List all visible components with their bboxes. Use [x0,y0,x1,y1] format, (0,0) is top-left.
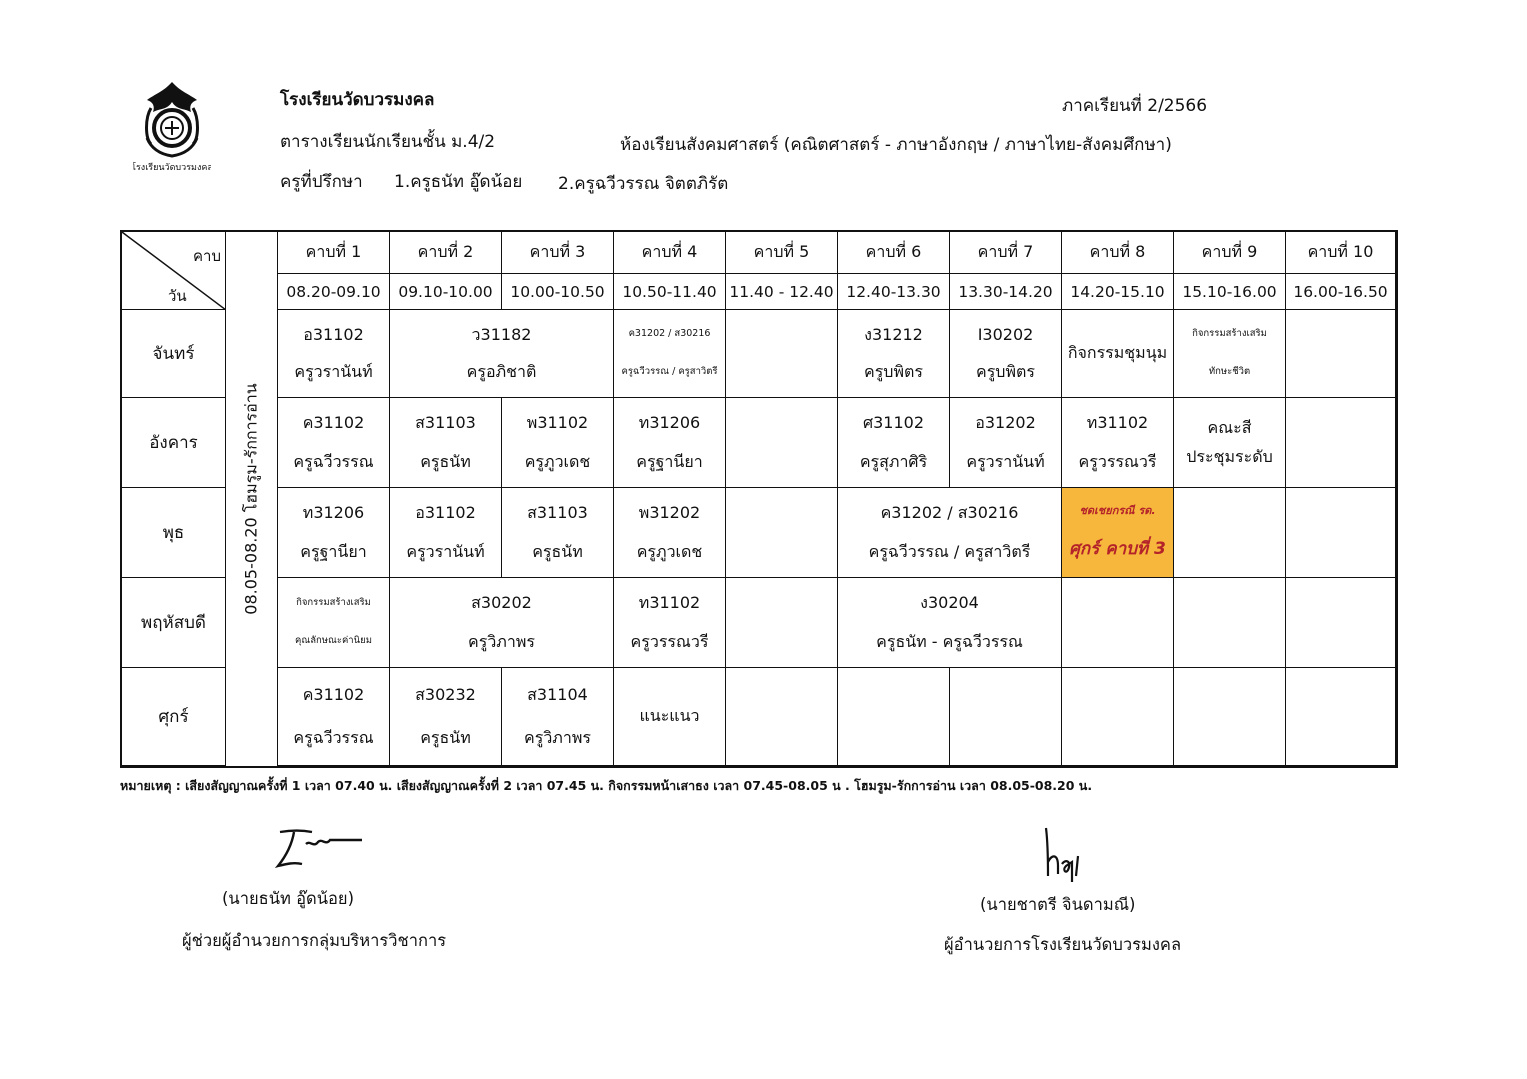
subject-code: ส30202 [471,593,532,613]
teacher-name: ครูภูวเดช [636,541,703,561]
subject-code: พ31102 [526,413,589,433]
time-header: 10.50-11.40 [614,274,726,310]
empty-slot [726,578,838,668]
subject-code: ส31103 [415,413,476,433]
corner-cell [122,232,226,310]
footnote: หมายเหตุ : เสียงสัญญาณครั้งที่ 1 เวลา 07.40 น. เสียงสัญญาณครั้งที่ 2 เวลา 07.45 น. กิจกรรมหน้าเสาธง เวลา 07.45-08.05 น . โฮมรูม-รักการอ่าน เวลา 08.05-08.20 น. [120,778,1093,793]
subject-code: อ31102 [303,324,364,344]
empty-slot [726,488,838,578]
subject-code: ท31206 [302,503,365,523]
class-slot [838,578,1062,668]
period-header: คาบที่ 6 [838,232,950,274]
subject-code: ค31102 [302,685,365,705]
empty-slot [1062,668,1174,766]
activity-name: กิจกรรมชุมนุม [1067,343,1168,363]
empty-slot [1286,488,1396,578]
teacher-name: ครูวรรณวรี [1078,451,1157,471]
time-header: 14.20-15.10 [1062,274,1174,310]
subject-code: ท31206 [638,413,701,433]
teacher-name: ครูวรรณวรี [630,631,709,651]
teacher-name: ครูวรานันท์ [966,451,1045,471]
teacher-name: ครูวรานันท์ [406,541,485,561]
class-slot [278,310,390,398]
empty-slot [1286,578,1396,668]
teacher-name: ครูฉวีวรรณ [293,727,374,747]
class-slot [278,668,390,766]
subject-code: ง30204 [920,593,979,613]
teacher-name: ครูฐานียา [636,451,703,471]
teacher-name: ครูฉวีวรรณ / ครูสาวิตรี [868,541,1031,561]
time-header: 12.40-13.30 [838,274,950,310]
teacher-name: ครูฉวีวรรณ / ครูสาวิตรี [621,365,718,377]
subject-code: ค31202 / ส30216 [628,328,711,340]
period-header: คาบที่ 5 [726,232,838,274]
teacher-name: ครูบพิตร [976,362,1035,382]
homeroom-column [226,232,278,766]
teacher-name: ครูสุภาศิริ [859,451,928,471]
class-slot [614,488,726,578]
time-header: 13.30-14.20 [950,274,1062,310]
advisor-1: 1.ครูธนัท อู๊ดน้อย [394,172,523,192]
subject-code: ค31202 / ส30216 [880,503,1019,523]
subject-code: คณะสี [1207,418,1252,438]
subject-code: ว31182 [471,324,532,344]
class-slot [614,668,726,766]
subject-code: กิจกรรมสร้างเสริม [296,596,371,608]
empty-slot [1286,668,1396,766]
right-signer-name: (นายชาตรี จินดามณี) [980,895,1136,914]
class-slot [1062,488,1174,578]
class-slot [838,398,950,488]
class-slot [1062,398,1174,488]
subject-code: อ31202 [975,413,1036,433]
day-label: พฤหัสบดี [122,578,226,668]
day-label: ศุกร์ [122,668,226,766]
subject-code: ค31102 [302,413,365,433]
class-slot [390,398,502,488]
corner-day-label: วัน [168,287,187,305]
svg-text:โรงเรียนวัดบวรมงคล: โรงเรียนวัดบวรมงคล [133,163,211,173]
subject-code: ส31103 [527,503,588,523]
class-slot [950,398,1062,488]
teacher-name: ทักษะชีวิต [1208,365,1251,377]
class-slot [502,398,614,488]
time-header: 15.10-16.00 [1174,274,1286,310]
teacher-name: ครูฐานียา [300,541,367,561]
subject-code: ท31102 [1086,413,1149,433]
empty-slot [726,668,838,766]
period-header: คาบที่ 7 [950,232,1062,274]
class-slot [390,668,502,766]
empty-slot [726,310,838,398]
teacher-name: ประชุมระดับ [1186,446,1273,466]
period-header: คาบที่ 8 [1062,232,1174,274]
corner-period-label: คาบ [193,247,221,265]
empty-slot [950,668,1062,766]
class-slot [1062,310,1174,398]
teacher-name: ครูวิภาพร [524,727,591,747]
left-signer-title: ผู้ช่วยผู้อำนวยการกลุ่มบริหารวิชาการ [182,931,447,950]
class-slot [502,668,614,766]
day-label: อังคาร [122,398,226,488]
time-header: 09.10-10.00 [390,274,502,310]
period-header: คาบที่ 9 [1174,232,1286,274]
homeroom-label: 08.05-08.20 โฮมรูม-รักการอ่าน [241,383,260,615]
empty-slot [1174,578,1286,668]
left-signature [272,826,368,874]
teacher-name: ครูธนัท [420,451,471,471]
advisor-label: ครูที่ปรึกษา [280,172,363,192]
subject-code: I30202 [977,324,1034,344]
period-header: คาบที่ 1 [278,232,390,274]
subject-code: ส30232 [415,685,476,705]
teacher-name: ครูอภิชาติ [466,362,537,382]
empty-slot [1174,488,1286,578]
subject-code: ง31212 [864,324,923,344]
teacher-name: ครูธนัท - ครูฉวีวรรณ [876,631,1023,651]
time-header: 08.20-09.10 [278,274,390,310]
empty-slot [1062,578,1174,668]
teacher-name: ครูภูวเดช [524,451,591,471]
class-slot [1174,398,1286,488]
subject-code: ท31102 [638,593,701,613]
subject-code: อ31102 [415,503,476,523]
class-slot [614,398,726,488]
day-label: พุธ [122,488,226,578]
class-slot [390,310,614,398]
right-signer-title: ผู้อำนวยการโรงเรียนวัดบวรมงคล [944,935,1182,954]
teacher-name: ครูวรานันท์ [294,362,373,382]
teacher-name: ศุกร์ คาบที่ 3 [1069,539,1166,560]
empty-slot [1174,668,1286,766]
school-logo [133,78,211,174]
teacher-name: ครูธนัท [420,727,471,747]
subject-code: ส31104 [527,685,588,705]
class-label: ตารางเรียนนักเรียนชั้น ม.4/2 [280,132,496,152]
class-slot [278,488,390,578]
class-slot [838,488,1062,578]
subject-code: พ31202 [638,503,701,523]
class-slot [1174,310,1286,398]
class-slot [950,310,1062,398]
class-slot [278,398,390,488]
program-label: ห้องเรียนสังคมศาสตร์ (คณิตศาสตร์ - ภาษาอังกฤษ / ภาษาไทย-สังคมศึกษา) [620,135,1172,155]
period-header: คาบที่ 3 [502,232,614,274]
class-slot [390,578,614,668]
teacher-name: ครูบพิตร [864,362,923,382]
subject-code: กิจกรรมสร้างเสริม [1192,328,1267,340]
empty-slot [1286,398,1396,488]
teacher-name: ครูฉวีวรรณ [293,451,374,471]
class-slot [390,488,502,578]
left-signer-name: (นายธนัท อู๊ดน้อย) [222,889,355,908]
time-header: 16.00-16.50 [1286,274,1396,310]
class-slot [614,578,726,668]
empty-slot [726,398,838,488]
period-header: คาบที่ 10 [1286,232,1396,274]
class-slot [838,310,950,398]
semester-label: ภาคเรียนที่ 2/2566 [1062,96,1208,116]
class-slot [278,578,390,668]
day-label: จันทร์ [122,310,226,398]
time-header: 11.40 - 12.40 [726,274,838,310]
period-header: คาบที่ 2 [390,232,502,274]
teacher-name: ครูธนัท [532,541,583,561]
teacher-name: ครูวิภาพร [468,631,535,651]
subject-code: ศ31102 [862,413,925,433]
class-slot [502,488,614,578]
right-signature [1040,826,1090,886]
time-header: 10.00-10.50 [502,274,614,310]
empty-slot [838,668,950,766]
teacher-name: คุณลักษณะค่านิยม [295,635,372,647]
class-slot [614,310,726,398]
advisor-2: 2.ครูฉวีวรรณ จิตตภิรัต [558,174,729,194]
timetable [120,230,1398,768]
period-header: คาบที่ 4 [614,232,726,274]
empty-slot [1286,310,1396,398]
activity-name: แนะแนว [639,706,700,726]
subject-code: ชดเชยกรณี รด. [1079,504,1156,518]
school-name: โรงเรียนวัดบวรมงคล [280,90,435,110]
